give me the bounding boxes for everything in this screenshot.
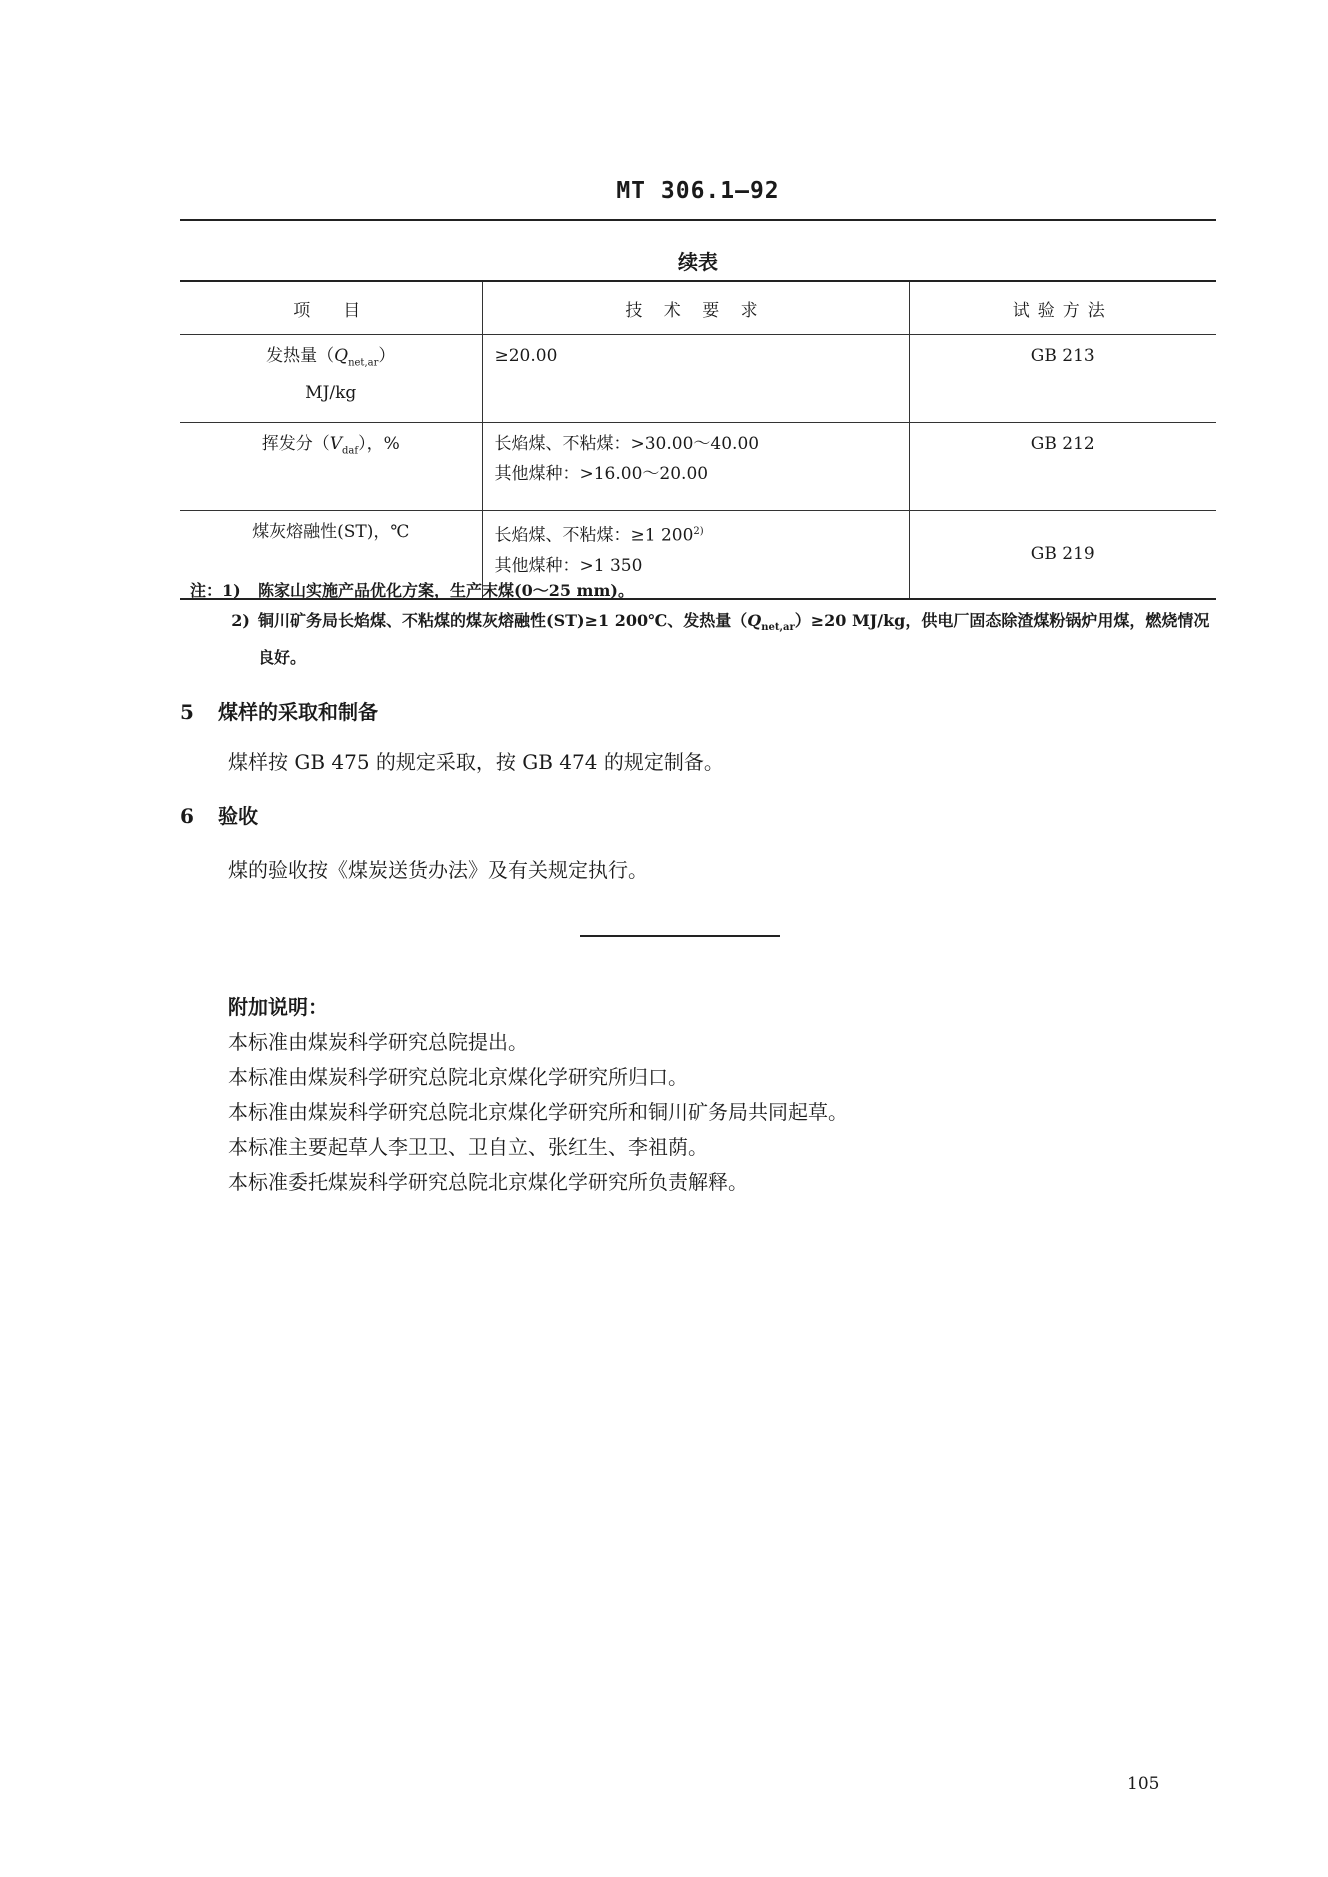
item-text: 挥发分（ [261,434,330,454]
cell-requirement [482,335,909,423]
requirement-line: 其他煤种：>16.00～20.00 [494,464,709,484]
additional-line: 本标准由煤炭科学研究总院北京煤化学研究所归口。 [228,1065,688,1089]
footnote-mark: 2) [693,526,704,537]
specification-table [180,280,1216,600]
note-1 [190,576,1220,606]
additional-notes-title: 附加说明： [228,995,328,1019]
additional-line: 本标准由煤炭科学研究总院提出。 [228,1030,528,1054]
additional-line: 本标准主要起草人李卫卫、卫自立、张红生、李祖荫。 [228,1135,708,1159]
item-subscript: daf [342,445,359,457]
section-number: 5 [180,700,194,724]
item-text: 发热量（ [266,346,335,366]
cell-requirement [482,423,909,511]
section-title: 验收 [218,804,258,828]
section-title: 煤样的采取和制备 [218,700,378,724]
item-symbol: Q [334,346,349,366]
column-header-test-method: 试验方法 [909,281,1216,335]
section-number: 6 [180,804,194,828]
cell-test-method: GB 212 [909,423,1216,511]
note-prefix: 注：1) [190,581,241,600]
item-symbol: V [329,434,343,454]
requirement-line: ≥20.00 [494,346,558,366]
cell-test-method: GB 213 [909,335,1216,423]
note-text-end: ）≥20 MJ/kg，供电厂固态除渣煤粉锅炉用煤，燃烧情况良好。 [258,611,1210,668]
section-5-text: 煤样按 GB 475 的规定采取，按 GB 474 的规定制备。 [228,750,724,774]
standard-number-header: MT 306.1—92 [616,178,780,204]
table-notes [190,576,1220,673]
cell-item [180,423,482,511]
table-row-volatile-matter [180,423,1216,511]
requirement-line: 长焰煤、不粘煤：≥1 200 [494,525,694,546]
column-header-requirement: 技 术 要 求 [482,281,909,335]
cell-item: 煤灰熔融性(ST)，℃ [180,511,482,600]
table-title: 续表 [678,250,718,274]
item-text-end: ） [378,346,396,366]
cell-test-method: GB 219 [909,511,1216,600]
section-5-heading [180,696,378,725]
section-6-text: 煤的验收按《煤炭送货办法》及有关规定执行。 [228,858,648,882]
note-prefix: 2) [231,611,250,630]
note-text [258,606,1220,673]
requirement-line: 长焰煤、不粘煤：>30.00～40.00 [494,434,760,454]
page-number: 105 [1127,1774,1160,1794]
additional-line: 本标准由煤炭科学研究总院北京煤化学研究所和铜川矿务局共同起草。 [228,1100,848,1124]
note-text-start: 铜川矿务局长焰煤、不粘煤的煤灰熔融性(ST)≥1 200℃、发热量（ [258,611,748,630]
column-header-item: 项 目 [180,281,482,335]
additional-notes [228,990,848,1200]
note-symbol: Q [747,611,762,630]
section-6-heading [180,800,258,829]
item-unit: MJ/kg [305,383,357,404]
note-2 [190,606,1220,673]
table-header-row [180,281,1216,335]
item-subscript: net,ar [348,357,379,369]
end-rule [580,935,780,937]
note-text: 陈家山实施产品优化方案，生产末煤(0～25 mm)。 [258,581,634,600]
requirement-line: 其他煤种：>1 350 [494,555,643,576]
note-indent [190,606,258,673]
header-rule [180,219,1216,221]
cell-item [180,335,482,423]
additional-line: 本标准委托煤炭科学研究总院北京煤化学研究所负责解释。 [228,1170,748,1194]
table-row-calorific-value [180,335,1216,423]
note-subscript: net,ar [761,622,795,634]
item-text-end: ），% [358,434,400,454]
